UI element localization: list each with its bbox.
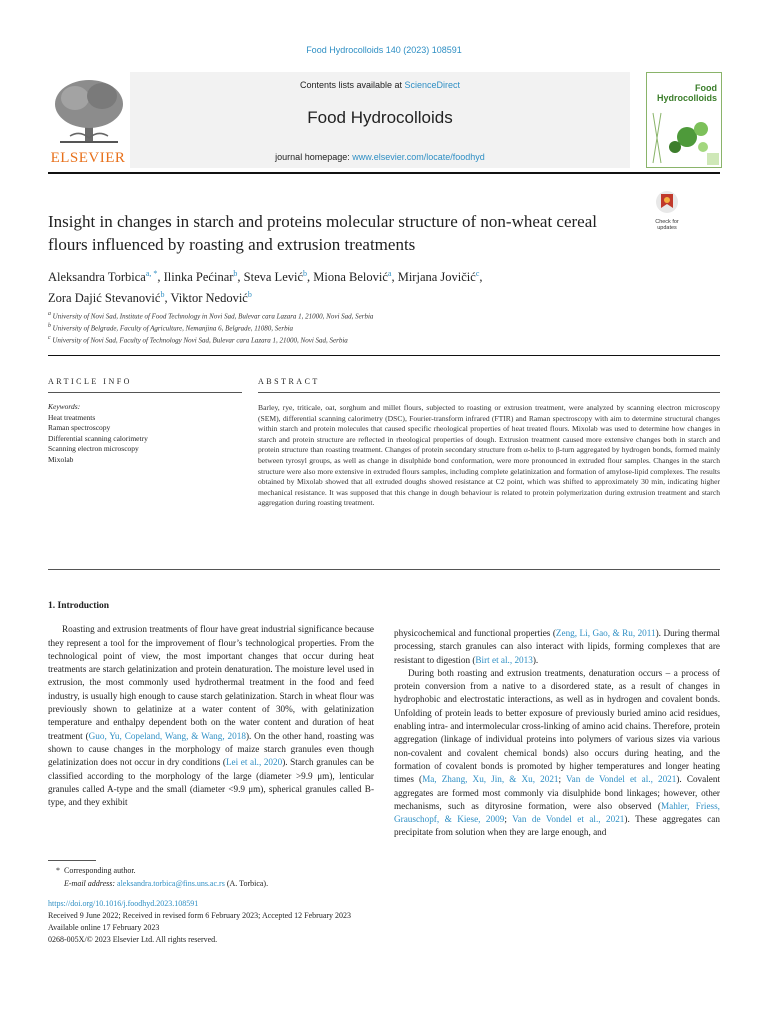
check-for-updates-badge[interactable] xyxy=(645,190,689,234)
elsevier-tree-logo xyxy=(50,76,128,148)
contents-prefix: Contents lists available at xyxy=(299,80,405,90)
text-run: physicochemical and functional properties ( xyxy=(394,628,556,638)
cover-title-line1: Food xyxy=(695,83,717,93)
author-affil-mark[interactable]: b xyxy=(233,269,238,278)
journal-name: Food Hydrocolloids xyxy=(307,108,453,127)
text-run: Roasting and extrusion treatments of flour have great industrial significance because they represent a tool for the improvement of flour’s technological properties. From the technological point of view, the most important changes that occur during heat treatments are starch gelatinization and protein denaturation. The moisture level used in extrusion, the most commonly used hydrothermal treatment in the food and feed industry, is usually high enough to cause starch gelatinization. Starch in wheat flour was previously shown to gelatinize at a water content of 30%, with gelatinization temperature and enthalpy dependent both on the water content and duration of heat treatment ( xyxy=(48,624,374,741)
corresponding-text: Corresponding author. xyxy=(64,866,136,875)
email-note xyxy=(64,879,268,888)
author[interactable]: Miona Belović xyxy=(313,270,388,285)
text-run: ). On the other hand, roasting was shown to cause changes in the morphology of maize starch granules even though gelatinization does not occur in dry conditions ( xyxy=(48,730,374,768)
intro-paragraph-continued xyxy=(394,627,720,667)
email-link[interactable]: aleksandra.torbica@fins.uns.ac.rs xyxy=(117,879,225,888)
author-affil-mark[interactable]: a xyxy=(387,269,392,278)
email-suffix: (A. Torbica). xyxy=(224,879,269,888)
publisher-wordmark: ELSEVIER xyxy=(50,150,126,166)
citation-link[interactable]: Ma, Zhang, Xu, Jin, & Xu, 2021 xyxy=(422,774,559,785)
affiliation-b xyxy=(48,323,688,332)
text-run: ). Starch granules can be classified according to the morphology of the large (diameter >9.9 μm), lenticular granules called A-type and the small (diameter <9.9 μm), spherical granules called B-type, and they exhibit xyxy=(48,757,374,808)
citation-link[interactable]: Mahler, Friess, Grauschopf, & Kiese, 2009 xyxy=(394,800,720,825)
affil-mark: a xyxy=(48,311,51,317)
available-online-date: Available online 17 February 2023 xyxy=(48,923,160,932)
author-affil-mark[interactable]: b xyxy=(303,269,308,278)
author[interactable]: Steva Lević xyxy=(243,270,304,285)
keyword: Raman spectroscopy xyxy=(48,423,111,432)
doi-link[interactable]: https://doi.org/10.1016/j.foodhyd.2023.108591 xyxy=(48,899,199,908)
affil-mark: c xyxy=(48,335,51,341)
author-affil-mark[interactable]: b xyxy=(247,290,252,300)
author-line-2: Zora Dajić Stevanović$^b$, Viktor Nedović$^b$ xyxy=(48,290,252,306)
keyword: Differential scanning calorimetry xyxy=(48,433,148,443)
author[interactable]: Ilinka Pećinar xyxy=(163,270,234,285)
author-affil-mark[interactable]: a, * xyxy=(145,269,158,278)
intro-left-column xyxy=(48,600,374,809)
text-run: ). xyxy=(532,654,539,665)
received-dates: Received 9 June 2022; Received in revised form 6 February 2023; Accepted 12 February 2023 xyxy=(48,911,352,920)
keywords-label: Keywords: xyxy=(48,402,81,411)
copyright-line: 0268-005X/© 2023 Elsevier Ltd. All rights reserved. xyxy=(48,935,218,944)
cover-artwork xyxy=(647,103,721,167)
article-info-rule xyxy=(48,392,242,393)
author[interactable]: Aleksandra Torbica xyxy=(48,270,146,285)
homepage-prefix: journal homepage: xyxy=(275,152,353,162)
text-run: ). These aggregates can precipitate from solution when they are large enough, and xyxy=(394,814,720,838)
abstract-heading: ABSTRACT xyxy=(258,377,320,386)
text-run: ). Covalent aggregates are formed most commonly via disulphide bond linkages; however, other mechanisms, such as dityrosine formation, were also observed ( xyxy=(394,774,720,811)
intro-paragraph-1 xyxy=(48,623,374,809)
contents-availability xyxy=(130,80,630,90)
keyword: Mixolab xyxy=(48,454,74,464)
affiliation-c xyxy=(48,335,688,344)
footnote-rule xyxy=(48,860,96,861)
citation-link[interactable]: Lei et al., 2020 xyxy=(225,757,283,768)
section-heading-introduction: 1. Introduction xyxy=(48,601,110,611)
text-run: During both roasting and extrusion treatments, denaturation occurs – a process of protein conversion from a native to a disordered state, as a result of changes in hydrophobic and electrostatic interactions, as well as in hydrogen and covalent bonds. Unfolding of protein leads to better exposure of previously buried amino acid residues, enabling intra- and intermolecular cross-linking of amino acid chains. Therefore, protein aggregation (linkage of individual proteins into polymers of various sizes via various non-covalent and covalent chemical bonds) also occurs during heating, and the formation of covalent bonds is promoted by higher temperatures and longer heating times ( xyxy=(394,667,720,785)
abstract-rule xyxy=(258,392,720,393)
journal-homepage xyxy=(130,152,630,162)
article-info-heading: ARTICLE INFO xyxy=(48,377,132,386)
citation-link[interactable]: Van de Vondel et al., 2021 xyxy=(512,814,625,825)
author-affil-mark[interactable]: c xyxy=(475,269,480,278)
text-run: ; xyxy=(504,814,513,825)
text-run: ; xyxy=(558,774,567,785)
check-updates-icon xyxy=(645,190,689,214)
check-badge-line1: Check for xyxy=(655,219,679,225)
affiliation-a xyxy=(48,311,688,320)
author[interactable]: Viktor Nedović xyxy=(170,291,248,306)
author[interactable]: Zora Dajić Stevanović xyxy=(48,291,161,306)
abstract-body: Barley, rye, triticale, oat, sorghum and millet flours, subjected to roasting or extrusion treatment, were analyzed by scanning electron microscopy (SEM), differential scanning calorimetry (DSC), Fourier-transform infrared (FTIR) and Raman spectroscopy with aim to determine structural changes within starch and protein molecules that caused specific rheological properties of heat treated flours. Mixolab was used to determine how changes in starch and protein structure are reflected in rheological properties of dough. Extrusion treatment caused more extensive changes both in starch and protein structure than roasting treatment. Changes of protein secondary structure from α-helix to β-turn aggregated by hydrogen bonds, formed mainly between tyrosyl groups, as well as change in disulphide bond conformation, were more pronounced in extruded flour samples. Changes in the starch structure were also more extensive in extruded flours samples, including complete gelatinization and formation of amylose-lipid complexes. The results obtained by Mixolab showed that all extruded doughs showed resistance at C2 point, which was shifted to approximately 30 min, indicating higher mechanical resistance. It was supposed that this change in dough behaviour is related to protein polymerization during extrusion treatment and starch aggregation during roasting treatment. xyxy=(258,403,720,508)
sciencedirect-link[interactable]: ScienceDirect xyxy=(404,80,461,90)
text-run: ). During thermal processing, starch granules can also interact with lipids, forming complexes that are resistant to digestion ( xyxy=(394,628,720,665)
affil-mark: b xyxy=(48,323,51,329)
citation-link[interactable]: Birt et al., 2013 xyxy=(475,654,533,665)
check-badge-line2: updates xyxy=(657,225,677,231)
affil-text: University of Novi Sad, Institute of Food Technology in Novi Sad, Bulevar cara Lazara 1, 21000, Novi Sad, Serbia xyxy=(52,312,374,321)
email-label: E-mail address: xyxy=(64,879,118,888)
intro-right-column xyxy=(394,627,720,840)
author-list xyxy=(48,265,648,307)
corresponding-author-note xyxy=(56,866,136,875)
abstract-bottom-rule xyxy=(48,569,720,570)
author-affil-mark[interactable]: b xyxy=(160,290,165,300)
keyword: Scanning electron microscopy xyxy=(48,444,139,453)
author-line-1: Aleksandra Torbica$^{a, *}$, Ilinka Pećinar$^b$, Steva Lević$^b$, Miona Belović$^a$, Mirjana Jovičić$^c$, xyxy=(48,269,483,285)
cover-title xyxy=(657,83,717,103)
affil-text: University of Novi Sad, Faculty of Technology Novi Sad, Bulevar cara Lazara 1, 21000, Novi Sad, Serbia xyxy=(52,336,348,345)
citation-link[interactable]: Zeng, Li, Gao, & Ru, 2011 xyxy=(555,628,656,638)
citation-link[interactable]: Guo, Yu, Copeland, Wang, & Wang, 2018 xyxy=(88,730,246,741)
affil-text: University of Belgrade, Faculty of Agriculture, Nemanjina 6, Belgrade, 11080, Serbia xyxy=(52,324,294,333)
citation-link[interactable]: Van de Vondel et al., 2021 xyxy=(566,774,677,785)
keyword: Heat treatments xyxy=(48,412,96,422)
journal-cover-thumbnail[interactable] xyxy=(646,72,722,168)
journal-reference[interactable]: Food Hydrocolloids 140 (2023) 108591 xyxy=(306,45,462,55)
header-rule xyxy=(48,172,720,174)
homepage-link[interactable]: www.elsevier.com/locate/foodhyd xyxy=(352,152,485,162)
article-title: Insight in changes in starch and proteins molecular structure of non-wheat cereal flours influenced by roasting and extrusion treatments xyxy=(48,212,597,254)
intro-paragraph-2 xyxy=(394,667,720,840)
cover-title-line2: Hydrocolloids xyxy=(656,93,717,103)
footnote-mark: * xyxy=(56,866,60,875)
affiliation-rule xyxy=(48,355,720,356)
author[interactable]: Mirjana Jovičić xyxy=(397,270,476,285)
